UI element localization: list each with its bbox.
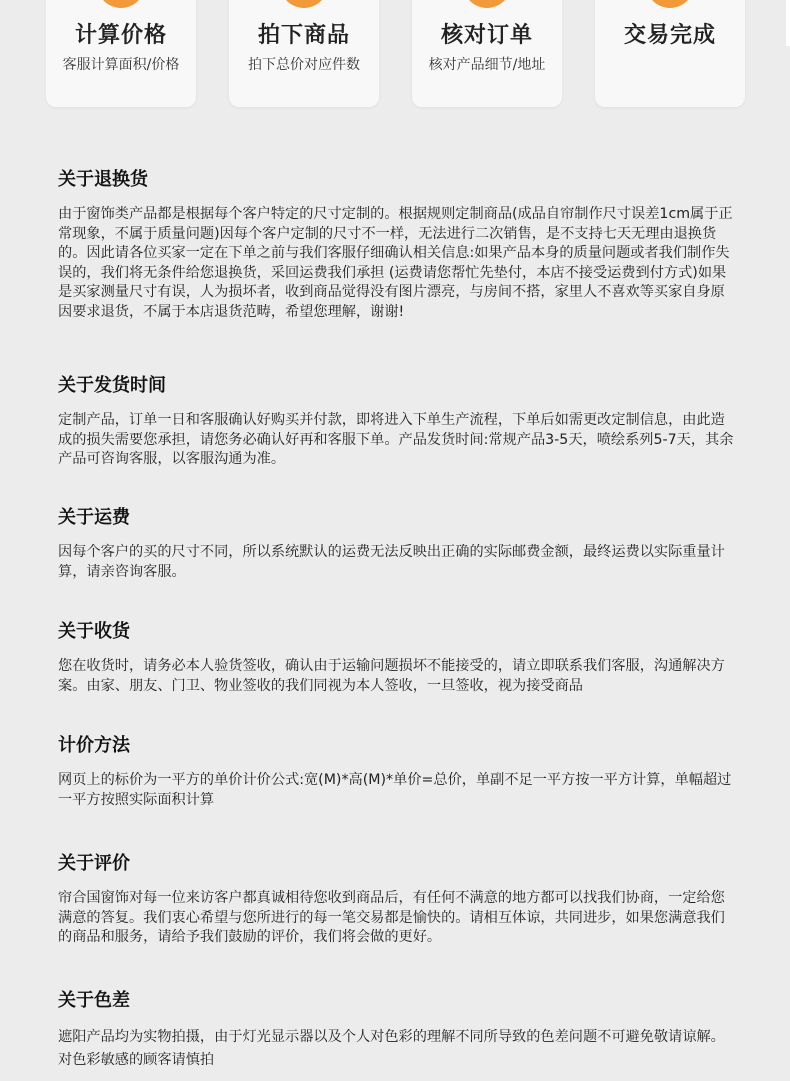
step-card-check-order — [412, 0, 562, 107]
section-returns — [58, 167, 738, 373]
section-pricing-method — [58, 733, 738, 851]
section-title: 关于运费 — [58, 507, 130, 528]
step-title: 拍下商品 — [257, 23, 350, 48]
policy-content — [58, 167, 738, 1072]
process-steps — [0, 0, 790, 110]
step-subtitle: 核对产品细节/地址 — [428, 57, 546, 73]
step-title: 交易完成 — [623, 23, 716, 48]
section-body: 因每个客户的买的尺寸不同，所以系统默认的运费无法反映出正确的实际邮费金额，最终运费以实际重量计算，请亲咨询客服。 — [58, 544, 725, 580]
step-orange-icon — [97, 0, 145, 8]
section-title: 关于退换货 — [58, 169, 148, 190]
step-subtitle: 客服计算面积/价格 — [62, 57, 180, 73]
step-card-transaction-complete — [595, 0, 745, 107]
step-title: 计算价格 — [74, 23, 167, 48]
section-body: 由于窗饰类产品都是根据每个客户特定的尺寸定制的。根据规则定制商品(成品自帘制作尺寸误差1cm属于正常现象，不属于质量问题)因每个客户定制的尺寸不一样，无法进行二次销售，是不支持七天无理由退换货的。因此请各位买家一定在下单之前与我们客服仔细确认相关信息:如果产品本身的质量问题或者我们制作失误的，我们将无条件给您退换货，采回运费我们承担 (运费请您帮忙先垫付，本店不接受运费到付方式)如果是买家测量尺寸有误，人为损坏者，收到商品觉得没有图片漂亮，与房间不搭，家里人不喜欢等买家自身原因要求退货，不属于本店退货范畴，希望您理解，谢谢! — [58, 206, 733, 320]
section-color-difference — [58, 988, 738, 1072]
step-orange-icon — [280, 0, 328, 8]
section-body: 帘合国窗饰对每一位来访客户都真诚相待您收到商品后，有任何不满意的地方都可以找我们协商，一定给您满意的答复。我们衷心希望与您所进行的每一笔交易都是愉快的。请相互体谅，共同进步，如果您满意我们的商品和服务，请给予我们鼓励的评价，我们将会做的更好。 — [58, 890, 725, 945]
section-title: 关于色差 — [58, 990, 130, 1011]
section-title: 关于评价 — [58, 853, 130, 874]
section-body: 您在收货时，请务必本人验货签收，确认由于运输问题损坏不能接受的，请立即联系我们客服，沟通解决方案。由家、朋友、门卫、物业签收的我们同视为本人签收，一旦签收，视为接受商品 — [58, 658, 725, 694]
section-shipping-time — [58, 373, 738, 505]
section-title: 关于收货 — [58, 621, 130, 642]
section-reviews — [58, 851, 738, 988]
step-title: 核对订单 — [440, 23, 533, 48]
section-body: 定制产品，订单一日和客服确认好购买并付款，即将进入下单生产流程，下单后如需更改定制信息，由此造成的损失需要您承担，请您务必确认好再和客服下单。产品发货时间:常规产品3-5天，喷绘系列5-7天，其余产品可咨询客服，以客服沟通为准。 — [58, 412, 734, 467]
edge-strip — [786, 0, 790, 46]
step-subtitle: 拍下总价对应件数 — [248, 57, 360, 73]
step-orange-icon — [463, 0, 511, 8]
step-card-place-order — [229, 0, 379, 107]
section-freight — [58, 505, 738, 619]
section-body: 网页上的标价为一平方的单价计价公式:宽(M)*高(M)*单价=总价，单副不足一平方按一平方计算，单幅超过一平方按照实际面积计算 — [58, 772, 732, 808]
section-receiving — [58, 619, 738, 733]
step-orange-icon — [646, 0, 694, 8]
section-title: 关于发货时间 — [58, 375, 166, 396]
step-card-calculate-price — [46, 0, 196, 107]
section-title: 计价方法 — [58, 735, 130, 756]
section-body: 遮阳产品均为实物拍摄，由于灯光显示器以及个人对色彩的理解不同所导致的色差问题不可避免敬请谅解。对色彩敏感的顾客请慎拍 — [58, 1029, 725, 1068]
